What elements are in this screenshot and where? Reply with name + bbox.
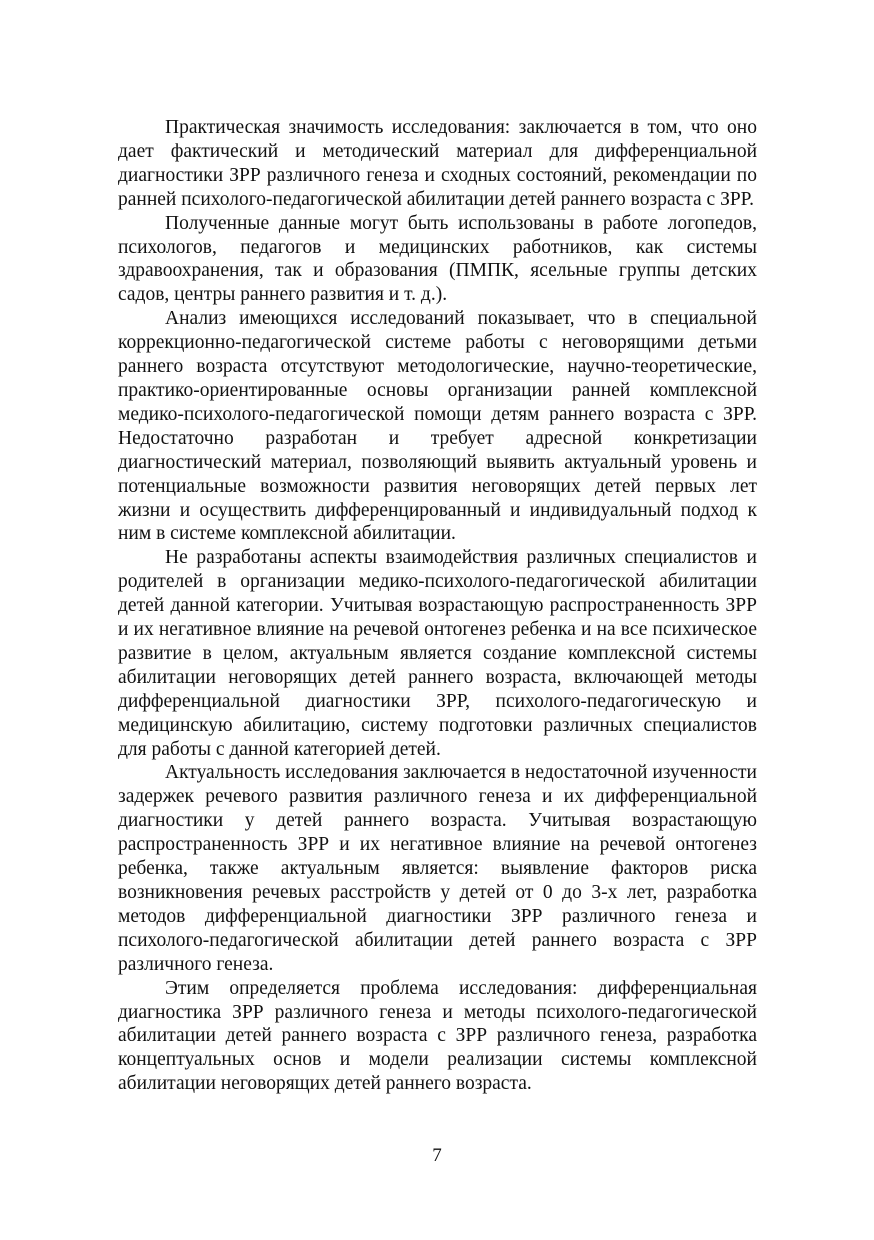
paragraph-analysis: Анализ имеющихся исследований показывает, что в специальной коррекционно-педагогической системе работы с неговорящими детьми раннего возраста отсутствуют методологические, научно-теоретические, практико-ориентированные основы организации ранней комплексной медико-психолого-педагогической помощи детям раннего возраста с ЗРР. Недостаточно разработан и требует адресной конкретизации диагностический материал, позволяющий выявить актуальный уровень и потенциальные возможности развития неговорящих детей первых лет жизни и осуществить дифференцированный и индивидуальный подход к ним в системе комплексной абилитации. xyxy=(118,308,757,545)
paragraph-research-problem: Этим определяется проблема исследования: дифференциальная диагностика ЗРР различного генеза и методы психолого-педагогической абилитации детей раннего возраста с ЗРР различного генеза, разработка концептуальных основ и модели реализации системы комплексной абилитации неговорящих детей раннего возраста. xyxy=(118,977,757,1095)
paragraph-practical-significance: Практическая значимость исследования: заключается в том, что оно дает фактический и методический материал для дифференциальной диагностики ЗРР различного генеза и сходных состояний, рекомендации по ранней психолого-педагогической абилитации детей раннего возраста с ЗРР. xyxy=(118,117,757,210)
paragraph-usage: Полученные данные могут быть использованы в работе логопедов, психологов, педагогов и медицинских работников, как системы здравоохранения, так и образования (ПМПК, ясельные группы детских садов, центры раннего развития и т. д.). xyxy=(118,212,757,306)
paragraph-undeveloped-aspects: Не разработаны аспекты взаимодействия различных специалистов и родителей в организации медико-психолого-педагогической абилитации детей данной категории. Учитывая возрастающую распространенность ЗРР и их негативное влияние на речевой онтогенез ребенка и на все психическое развитие в целом, актуальным является создание комплексной системы абилитации неговорящих детей раннего возраста, включающей методы дифференциальной диагностики ЗРР, психолого-педагогическую и медицинскую абилитацию, систему подготовки различных специалистов для работы с данной категорией детей. xyxy=(118,547,757,760)
page-body xyxy=(118,116,757,1096)
paragraph-relevance: Актуальность исследования заключается в недостаточной изученности задержек речевого развития различного генеза и их дифференциальной диагностики у детей раннего возраста. Учитывая возрастающую распространенность ЗРР и их негативное влияние на речевой онтогенез ребенка, также актуальным является: выявление факторов риска возникновения речевых расстройств у детей от 0 до 3-х лет, разработка методов дифференциальной диагностики ЗРР различного генеза и психолого-педагогической абилитации детей раннего возраста с ЗРР различного генеза. xyxy=(118,762,757,975)
page-number: 7 xyxy=(432,1145,442,1166)
